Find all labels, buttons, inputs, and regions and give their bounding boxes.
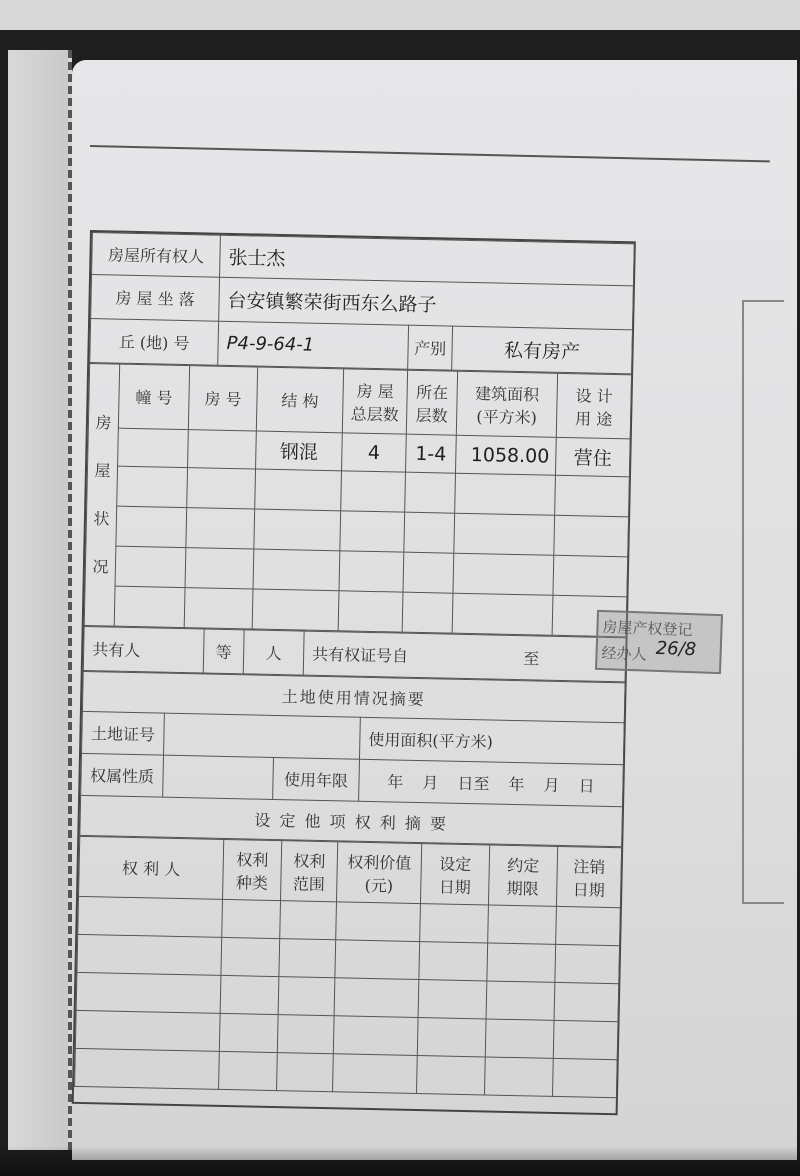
table-cell xyxy=(118,428,189,467)
scanner-top-strip xyxy=(0,0,800,30)
header-design-use: 设 计 用 途 xyxy=(556,373,631,439)
rights-header-scope: 权利 范围 xyxy=(280,841,337,902)
owner-label: 房屋所有权人 xyxy=(92,233,221,278)
cell-floor-located: 1-4 xyxy=(405,434,456,473)
land-cert-value xyxy=(164,713,361,759)
house-status-table xyxy=(84,363,632,637)
co-owner-to: 至 xyxy=(523,649,540,669)
rights-title: 设 定 他 项 权 利 摘 要 xyxy=(80,795,623,846)
header-structure: 结 构 xyxy=(256,367,343,433)
cell-floor-area: 1058.00 xyxy=(455,435,556,475)
co-owner-cert-range xyxy=(303,631,626,682)
stamp-signature: 26/8 xyxy=(655,637,697,661)
location-value: 台安镇繁荣街西东么路子 xyxy=(219,277,634,330)
lot-value: P4-9-64-1 xyxy=(218,321,409,369)
header-building-no: 幢 号 xyxy=(118,364,189,429)
side-char: 状 xyxy=(93,508,110,528)
registration-stamp xyxy=(595,610,723,674)
rights-header-cancel-date: 注销 日期 xyxy=(556,846,621,907)
table-cell xyxy=(188,430,257,469)
cell-total-floors: 4 xyxy=(342,433,407,472)
stamp-line2: 经办人 xyxy=(601,644,647,664)
co-owner-deng: 等 xyxy=(203,629,244,674)
cell-design-use: 营住 xyxy=(555,437,630,477)
land-term-value: 年 月 日至 年 月 日 xyxy=(359,759,624,807)
rights-header-term: 约定 期限 xyxy=(488,845,557,906)
lot-label: 丘 (地) 号 xyxy=(90,319,219,366)
scan-bottom-shadow xyxy=(0,1146,800,1176)
header-room-no: 房 号 xyxy=(188,366,257,431)
rights-header-value: 权利价值 (元) xyxy=(336,842,421,904)
land-nature-label: 权属性质 xyxy=(81,753,164,797)
co-owner-cert-label: 共有权证号自 xyxy=(311,644,409,666)
header-floor-area: 建筑面积 (平方米) xyxy=(456,371,557,437)
land-use-table xyxy=(79,671,625,847)
rights-header-holder: 权 利 人 xyxy=(79,836,224,899)
header-floor-located: 所在 层数 xyxy=(406,370,457,435)
side-char: 屋 xyxy=(94,460,111,480)
rights-header-set-date: 设定 日期 xyxy=(420,844,489,905)
side-char: 房 xyxy=(95,412,112,432)
side-char: 况 xyxy=(92,556,109,576)
land-nature-value xyxy=(163,755,274,799)
right-margin-box xyxy=(742,300,784,904)
land-use-title: 土地使用情况摘要 xyxy=(82,671,625,722)
header-table xyxy=(89,232,635,374)
owner-value: 张士杰 xyxy=(220,235,635,286)
land-term-label: 使用年限 xyxy=(273,757,360,801)
land-area-cell xyxy=(359,717,624,765)
property-type-label: 产别 xyxy=(408,325,453,370)
co-owner-label: 共有人 xyxy=(83,626,204,673)
land-area-label: 使用面积(平方米) xyxy=(368,729,494,752)
property-record-form xyxy=(72,230,636,1115)
property-type-value: 私有房产 xyxy=(452,326,633,374)
left-page-edge xyxy=(8,50,72,1150)
cell-structure: 钢混 xyxy=(256,431,343,471)
header-total-floors: 房 屋 总层数 xyxy=(342,369,407,434)
rights-table xyxy=(74,836,622,1098)
land-cert-label: 土地证号 xyxy=(82,711,165,755)
location-label: 房 屋 坐 落 xyxy=(91,275,220,322)
stamp-line1: 房屋产权登记 xyxy=(602,618,693,640)
co-owner-ren: 人 xyxy=(243,630,304,675)
rights-header-type: 权利 种类 xyxy=(223,839,282,900)
